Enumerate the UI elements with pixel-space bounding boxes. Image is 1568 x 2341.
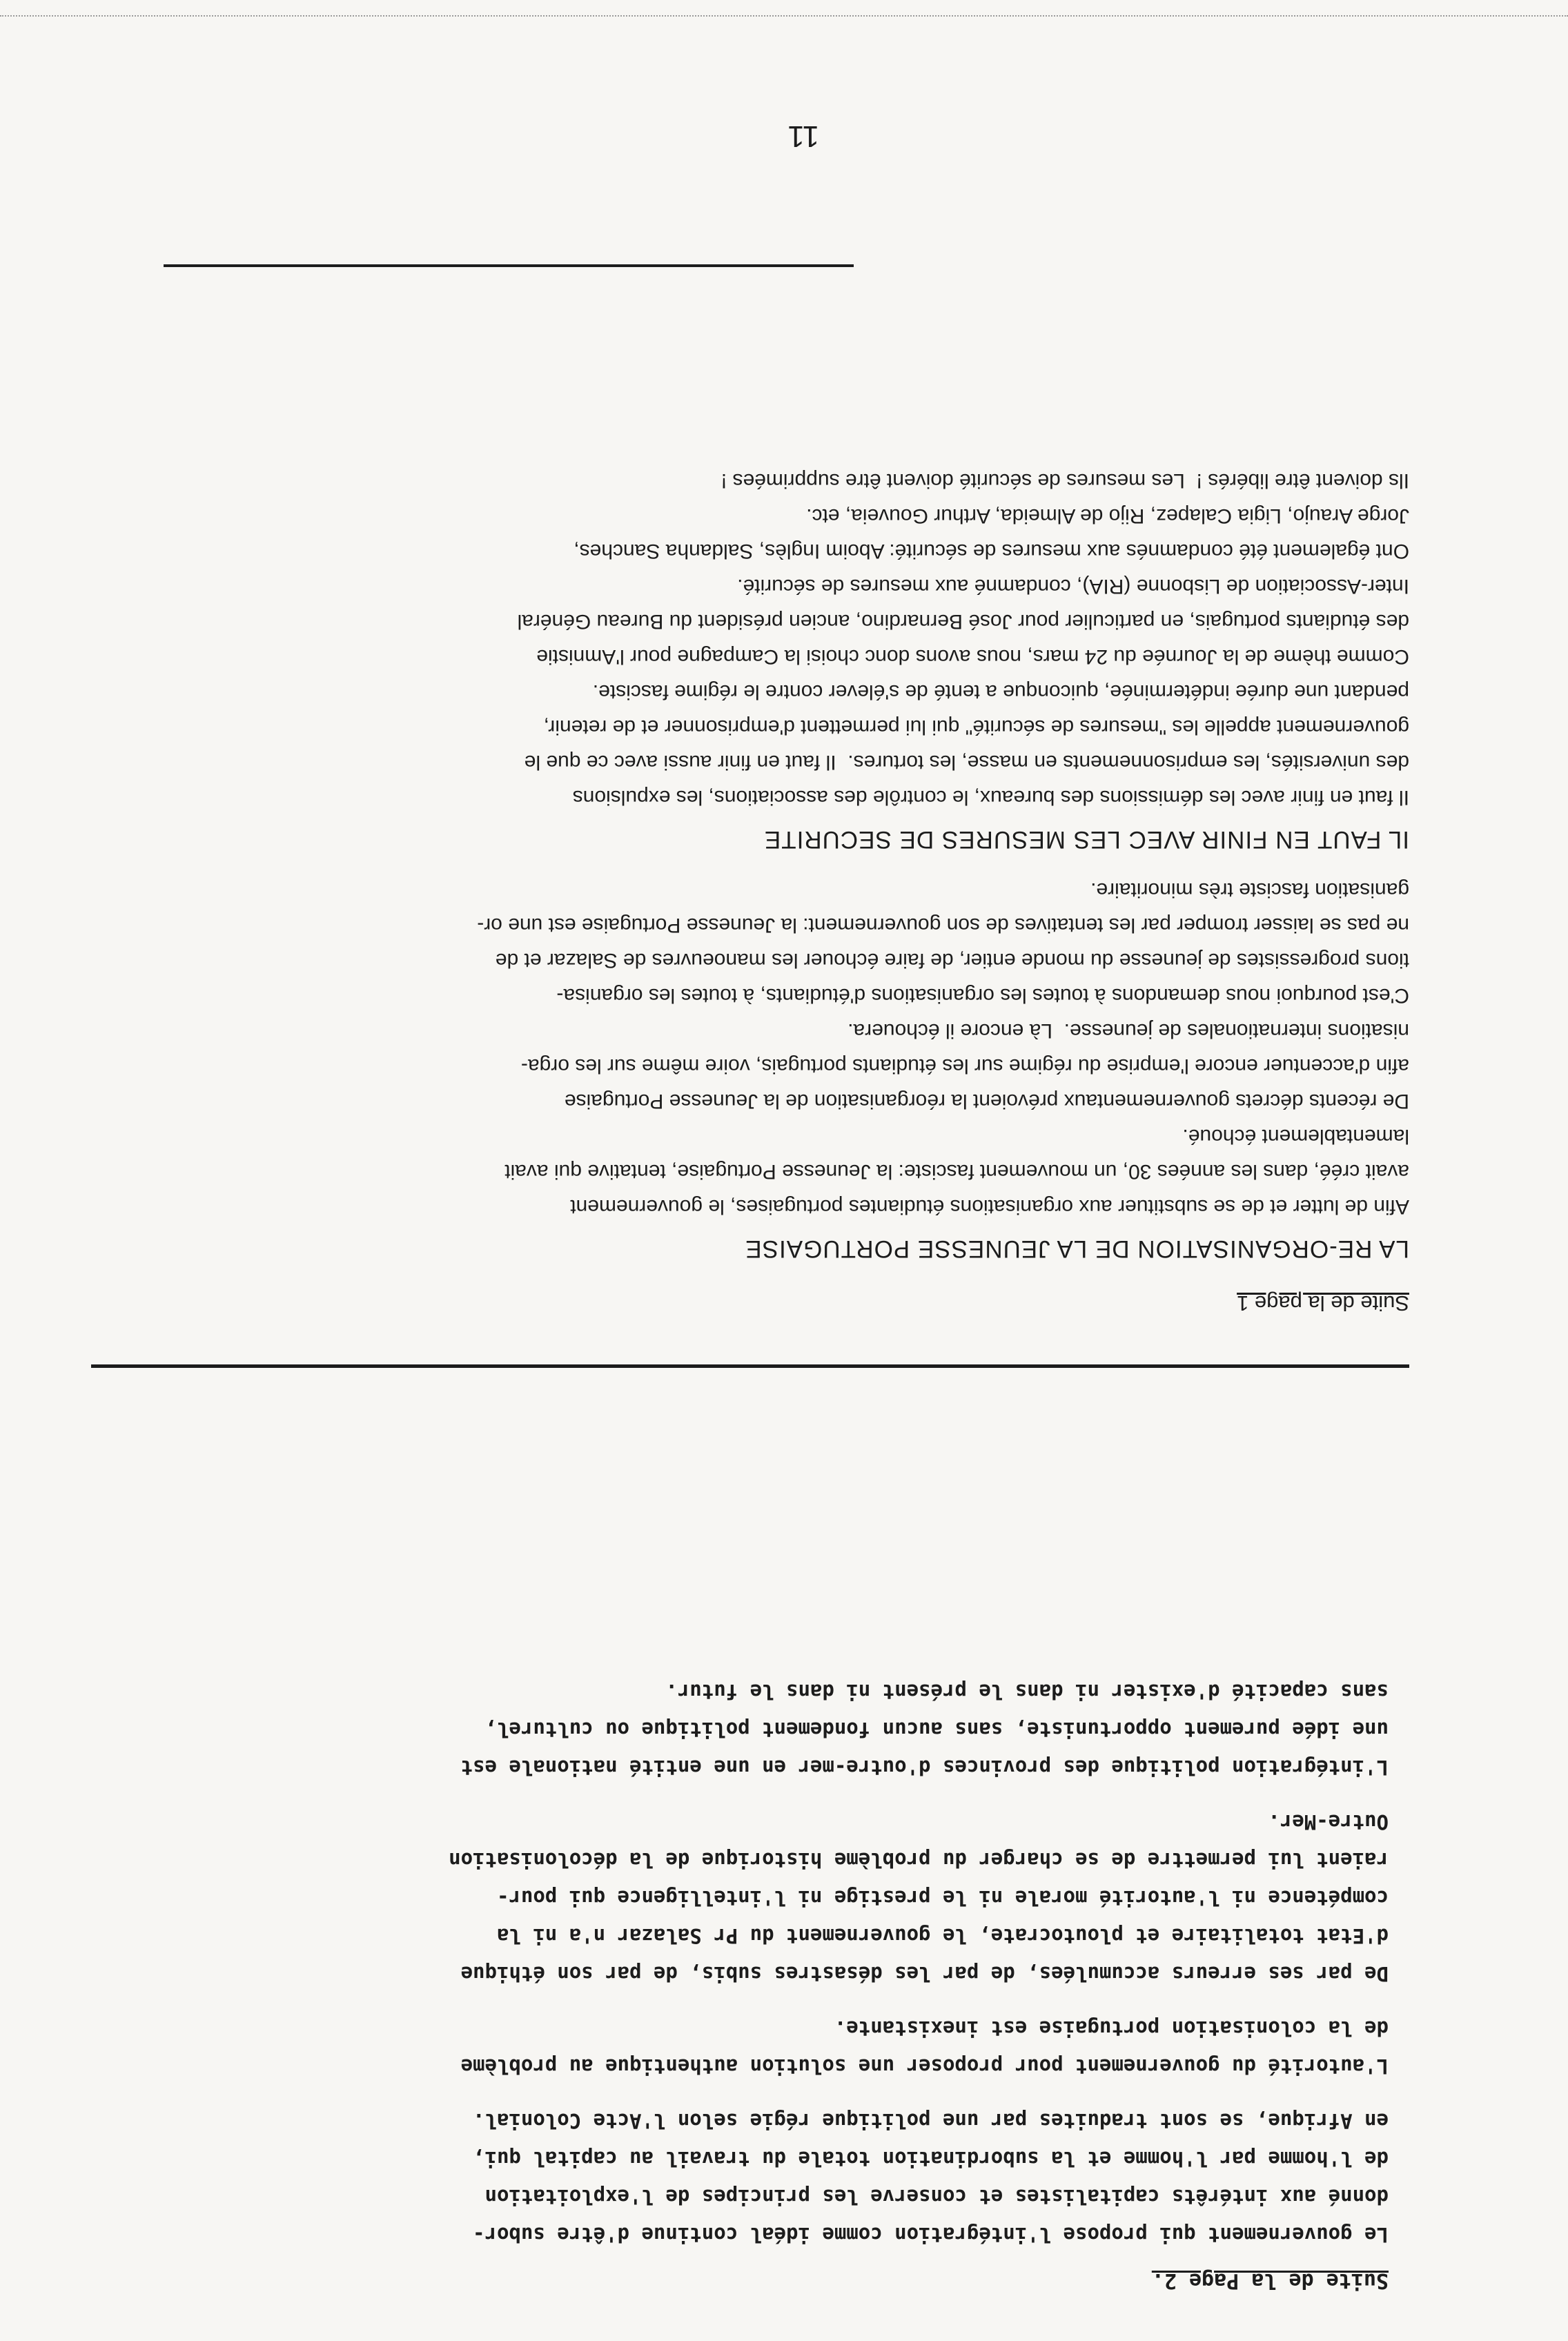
paragraph bbox=[91, 872, 1409, 1013]
text-line: Afin de lutter et de se substituer aux organisations étudiantes portugaises, le gouvernement bbox=[570, 1195, 1409, 1218]
text-line: sans capacité d'exister ni dans le présent ni dans le futur. bbox=[665, 1680, 1389, 1703]
paragraph bbox=[91, 569, 1409, 674]
text-line: Comme thème de la Journée du 24 mars, nous avons donc choisi la Campagne pour l'Amnistie bbox=[536, 645, 1409, 668]
paragraph bbox=[91, 2102, 1389, 2253]
text-line: nisations internationales de jeunesse. Là encore il échouera. bbox=[847, 1019, 1409, 1042]
text-line: Outre-Mer. bbox=[1268, 1810, 1389, 1834]
paragraph bbox=[91, 1672, 1389, 1786]
text-line: Ont également été condamnés aux mesures de sécurité: Aboim Inglès, Saldanha Sanches, bbox=[574, 540, 1409, 562]
paragraph bbox=[91, 463, 1409, 569]
text-line: de l'homme par l'homme et la subordination totale du travail au capital qui, bbox=[473, 2147, 1389, 2171]
text-line: raient lui permettre de se charger du problème historique de la décolonisation bbox=[449, 1848, 1389, 1872]
text-line: lamentablement échoué. bbox=[1182, 1125, 1409, 1148]
typeset-continuation bbox=[91, 463, 1409, 1321]
text-line: avait créé, dans les années 30, un mouvement fasciste: la Jeunesse Portugaise, tentative qui avait bbox=[504, 1160, 1409, 1183]
scan-edge-line bbox=[0, 12, 1568, 17]
text-line: Le gouvernement qui propose l'intégration comme idéal continue d'être subor- bbox=[473, 2223, 1389, 2246]
text-line: Inter-Association de Lisbonne (RIA), condamné aux mesures de sécurité. bbox=[737, 575, 1409, 598]
text-line: L'autorité du gouvernement pour proposer une solution authentique au problème bbox=[460, 2055, 1389, 2078]
text-line: tions progressistes de jeunesse du monde entier, de faire échouer les manoeuvres de Salazar et de bbox=[495, 949, 1409, 972]
continuation-label: Suite de la page 1 bbox=[1237, 1291, 1409, 1315]
text-line: Ils doivent être libérés ! Les mesures de sécurité doivent être supprimées ! bbox=[721, 469, 1409, 492]
typewritten-continuation bbox=[91, 1672, 1389, 2300]
text-line: des étudiants portugais, en particulier pour José Bernardino, ancien président du Bureau Général bbox=[517, 610, 1409, 633]
text-line: des universités, les emprisonnements en masse, les tortures. Il faut en finir aussi avec ce que le bbox=[524, 751, 1409, 774]
text-line: donné aux intérêts capitalistes et conserve les principes de l'exploitation bbox=[484, 2185, 1389, 2208]
section-heading: LA RE-ORGANISATION DE LA JEUNESSE PORTUGAISE bbox=[745, 1235, 1409, 1262]
text-line: L'intégration politique des provinces d'outre-mer en une entité nationale est bbox=[460, 1756, 1389, 1779]
paragraph bbox=[91, 1119, 1409, 1224]
page-number: 11 bbox=[787, 119, 819, 153]
text-line: gouvernement appelle les "mesures de sécurité" qui lui permettent d'emprisonner et de retenir, bbox=[543, 716, 1409, 738]
text-line: Il faut en finir avec les démissions des bureaux, le contrôle des associations, les expulsions bbox=[572, 786, 1409, 809]
text-line: en Afrique, se sont traduites par une politique régie selon l'Acte Colonial. bbox=[473, 2109, 1389, 2133]
paragraph bbox=[91, 1803, 1389, 1992]
section-divider bbox=[91, 1364, 1409, 1368]
text-line: d'Etat totalitaire et ploutocrate, le gouvernement du Pr Salazar n'a ni la bbox=[496, 1924, 1389, 1948]
text-line: de la colonisation portugaise est inexistante. bbox=[834, 2017, 1389, 2040]
text-line: ne pas se laisser tromper par les tentatives de son gouvernement: la Jeunesse Portugaise est une or- bbox=[477, 914, 1409, 937]
text-line: De par ses erreurs accumulées, de par les désastres subis, de par son éthique bbox=[460, 1962, 1389, 1986]
paragraph bbox=[91, 674, 1409, 815]
text-line: ganisation fasciste très minoritaire. bbox=[1090, 879, 1409, 901]
text-line: une idée purement opportuniste, sans aucun fondement politique ou culturel, bbox=[484, 1718, 1389, 1741]
section-heading: IL FAUT EN FINIR AVEC LES MESURES DE SECURITE bbox=[763, 826, 1409, 853]
text-line: afin d'accentuer encore l'emprise du régime sur les étudiants portugais, voire même sur les orga- bbox=[520, 1055, 1409, 1077]
text-line: De récents décrets gouvernementaux prévoient la réorganisation de la Jeunesse Portugaise bbox=[564, 1090, 1409, 1113]
text-line: pendant une durée indéterminée, quiconque a tenté de s'élever contre le régime fasciste. bbox=[592, 680, 1409, 703]
closing-rule bbox=[164, 264, 854, 267]
paragraph bbox=[91, 1013, 1409, 1119]
paragraph bbox=[91, 2009, 1389, 2085]
text-line: C'est pourquoi nous demandons à toutes les organisations d'étudiants, à toutes les organisa- bbox=[556, 984, 1409, 1007]
continuation-label: Suite de la Page 2. bbox=[1151, 2269, 1389, 2293]
text-line: compétence ni l'autorité morale ni le prestige ni l'intelligence qui pour- bbox=[496, 1886, 1389, 1910]
text-line: Jorge Araujo, Ligia Calapez, Rijo de Almeida, Arthur Gouveia, etc. bbox=[806, 505, 1409, 527]
